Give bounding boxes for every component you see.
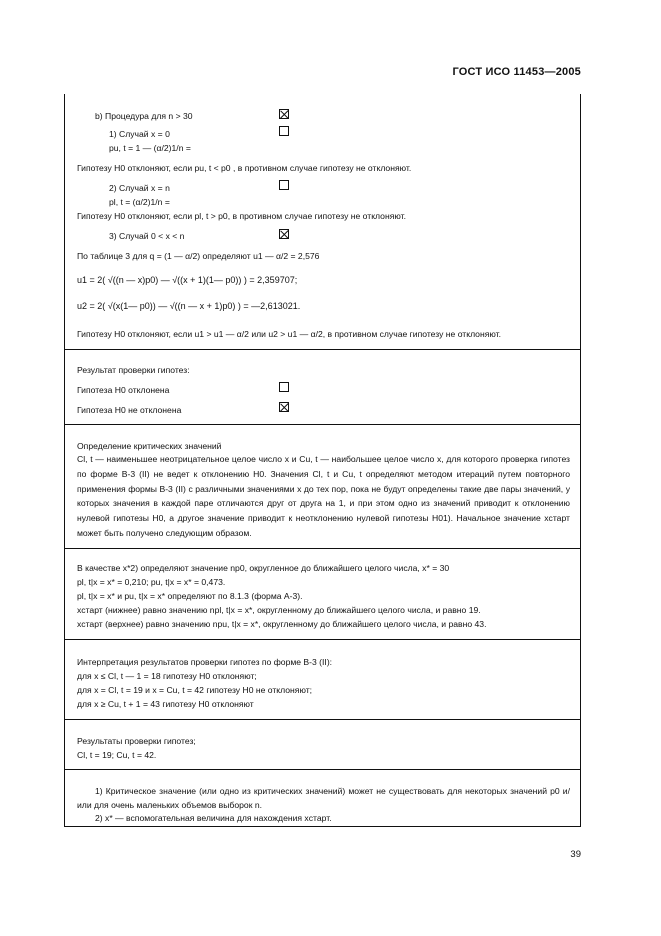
case1-checkbox[interactable] [279, 126, 289, 136]
result-rejected: Гипотеза H0 отклонена [77, 385, 170, 395]
start-line5: xстарт (верхнее) равно значению npu, t|x = x*, округленному до ближайшего целого числа, и равно 43. [77, 619, 487, 629]
case1-label: 1) Случай x = 0 [109, 129, 170, 139]
result-not-rejected: Гипотеза H0 не отклонена [77, 405, 182, 415]
separator [65, 639, 580, 640]
procedure-title: b) Процедура для n > 30 [95, 111, 193, 121]
page-number: 39 [570, 849, 581, 860]
case3-checkbox[interactable] [279, 229, 289, 239]
results2-values: Cl, t = 19; Cu, t = 42. [77, 750, 157, 760]
interpretation-line3: для x ≥ Cu, t + 1 = 43 гипотезу H0 отклоняют [77, 699, 254, 709]
separator [65, 349, 580, 350]
table-line: По таблице 3 для q = (1 — α/2) определяют u1 — α/2 = 2,576 [77, 251, 320, 261]
u1-formula: u1 = 2( √((n — x)p0) — √((x + 1)(1— p0)) ) = 2,359707; [77, 275, 298, 285]
rejected-checkbox[interactable] [279, 382, 289, 392]
case2-label: 2) Случай x = n [109, 183, 170, 193]
result-title: Результат проверки гипотез: [77, 365, 190, 375]
interpretation-line1: для x ≤ Cl, t — 1 = 18 гипотезу H0 отклоняют; [77, 671, 257, 681]
case1-rule: Гипотезу H0 отклоняют, если pu, t < p0 , в противном случае гипотезу не отклоняют. [77, 163, 412, 173]
start-line2: pl, t|x = x* = 0,210; pu, t|x = x* = 0,473. [77, 577, 226, 587]
case1-formula: pu, t = 1 — (α/2)1/n = [109, 143, 191, 153]
not-rejected-checkbox[interactable] [279, 402, 289, 412]
start-line3: pl, t|x = x* и pu, t|x = x* определяют по 8.1.3 (форма А-3). [77, 591, 303, 601]
results2-title: Результаты проверки гипотез; [77, 736, 196, 746]
separator [65, 719, 580, 720]
case2-rule: Гипотезу H0 отклоняют, если pl, t > p0, в противном случае гипотезу не отклоняют. [77, 211, 406, 221]
standard-header: ГОСТ ИСО 11453—2005 [452, 66, 581, 78]
separator [65, 424, 580, 425]
critical-title: Определение критических значений [77, 441, 222, 451]
case3-label: 3) Случай 0 < x < n [109, 231, 185, 241]
rule3: Гипотезу H0 отклоняют, если u1 > u1 — α/2 или u2 > u1 — α/2, в противном случае гипотезу не отклоняют. [77, 329, 501, 339]
separator [65, 548, 580, 549]
interpretation-line2: для x = Cl, t = 19 и x = Cu, t = 42 гипотезу H0 не отклоняют; [77, 685, 313, 695]
u2-formula: u2 = 2( √(x(1— p0)) — √((n — x + 1)p0) ) = —2,613021. [77, 301, 301, 311]
case2-formula: pl, t = (α/2)1/n = [109, 197, 170, 207]
start-line4: xстарт (нижнее) равно значению npl, t|x = x*, округленному до ближайшего целого числа, и равно 19. [77, 605, 481, 615]
interpretation-title: Интерпретация результатов проверки гипотез по форме В-3 (II): [77, 657, 333, 667]
footnote-1: 1) Критическое значение (или одно из критических значений) может не существовать для некоторых значений p0 и/или для очень маленьких объемов выборок n. [77, 786, 570, 810]
form-frame [64, 94, 581, 827]
start-line1: В качестве x*2) определяют значение np0, округленное до ближайшего целого числа, x* = 30 [77, 563, 450, 573]
case2-checkbox[interactable] [279, 180, 289, 190]
procedure-checkbox[interactable] [279, 109, 289, 119]
separator [65, 769, 580, 770]
footnote-2: 2) x* — вспомогательная величина для нахождения xстарт. [95, 813, 332, 823]
critical-text: Cl, t — наименьшее неотрицательное целое число x и Cu, t — наибольшее целое число x, для которого проверка гипотез по форме В-3 (II) не ведет к отклонению H0. Значения Cl, t и Cu, t определяют методом итераций путем повторного применения формы В-3 (II) с различными значениями x до тех пор, пока не будут определены такие две пары значений, у которых значения в каждой паре отличаются друг от друга на 1, и при этом одно из значений приводит к отклонению нулевой гипотезы H0, а другое значение приводит к неотклонению нулевой гипотезы H01). Начальное значение xстарт может быть получено следующим образом. [77, 454, 570, 538]
